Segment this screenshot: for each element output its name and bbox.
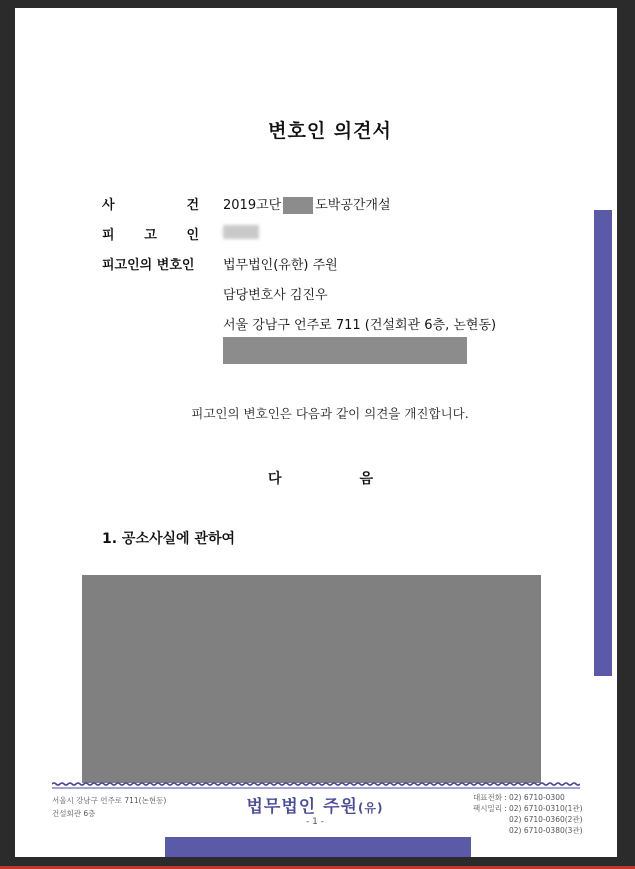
counsel-label: 피고인의 변호인 bbox=[102, 258, 195, 273]
body-redaction bbox=[82, 575, 541, 783]
case-number-redaction bbox=[283, 197, 313, 214]
contact-value: 02) 6710-0310(1관) bbox=[509, 804, 583, 813]
contact-row bbox=[473, 814, 583, 825]
defendant-label bbox=[102, 224, 199, 243]
bottom-accent-bar bbox=[165, 837, 471, 857]
heading-char-1: 다 bbox=[268, 471, 282, 487]
contact-label: 대표전화 : bbox=[473, 793, 507, 802]
contact-value: 02) 6710-0380(3관) bbox=[509, 826, 583, 835]
counsel-firm: 법무법인(유한) 주원 bbox=[223, 258, 338, 273]
footer-address-line-1: 서울시 강남구 언주로 711(논현동) bbox=[52, 796, 167, 805]
counsel-address: 서울 강남구 언주로 711 (건설회관 6층, 논현동) bbox=[223, 318, 497, 333]
case-number-prefix: 2019고단 bbox=[223, 198, 282, 213]
contact-label: 팩시밀리 : bbox=[473, 804, 507, 813]
footer-firm-suffix: (유) bbox=[357, 801, 384, 815]
counsel-contact-redaction bbox=[223, 337, 467, 364]
page-number: - 1 - bbox=[306, 817, 324, 827]
case-label-char-1: 사 bbox=[102, 198, 115, 213]
case-value bbox=[223, 194, 391, 214]
case-charge: 도박공간개설 bbox=[315, 198, 391, 213]
defendant-label-char-2: 고 bbox=[144, 228, 157, 243]
case-label bbox=[102, 194, 199, 213]
counsel-contact-redaction-wrap bbox=[223, 337, 467, 364]
contact-row bbox=[473, 803, 583, 814]
footer-wave-divider bbox=[52, 782, 580, 790]
defendant-label-char-1: 피 bbox=[102, 228, 115, 243]
contact-row bbox=[473, 825, 583, 836]
footer-address-line-2: 건설회관 6층 bbox=[52, 809, 96, 818]
contact-value: 02) 6710-0300 bbox=[509, 793, 565, 802]
contact-label bbox=[473, 814, 509, 825]
counsel-attorney: 담당변호사 김진우 bbox=[223, 288, 328, 303]
defendant-value bbox=[223, 224, 259, 239]
contact-value: 02) 6710-0360(2관) bbox=[509, 815, 583, 824]
footer-contacts bbox=[473, 792, 583, 836]
heading-char-2: 음 bbox=[359, 471, 373, 487]
contact-row bbox=[473, 792, 583, 803]
opinion-statement: 피고인의 변호인은 다음과 같이 의견을 개진합니다. bbox=[191, 406, 469, 421]
document-title: 변호인 의견서 bbox=[268, 120, 392, 142]
heading-as-follows bbox=[268, 468, 373, 488]
document-page bbox=[15, 8, 617, 857]
side-accent-bar bbox=[594, 210, 612, 676]
case-label-char-2: 건 bbox=[186, 198, 199, 213]
defendant-name-redaction bbox=[223, 225, 259, 239]
footer-firm-name: 법무법인 주원 bbox=[246, 797, 358, 817]
defendant-label-char-3: 인 bbox=[186, 228, 199, 243]
section-1-heading: 1. 공소사실에 관하여 bbox=[102, 531, 235, 547]
contact-label bbox=[473, 825, 509, 836]
